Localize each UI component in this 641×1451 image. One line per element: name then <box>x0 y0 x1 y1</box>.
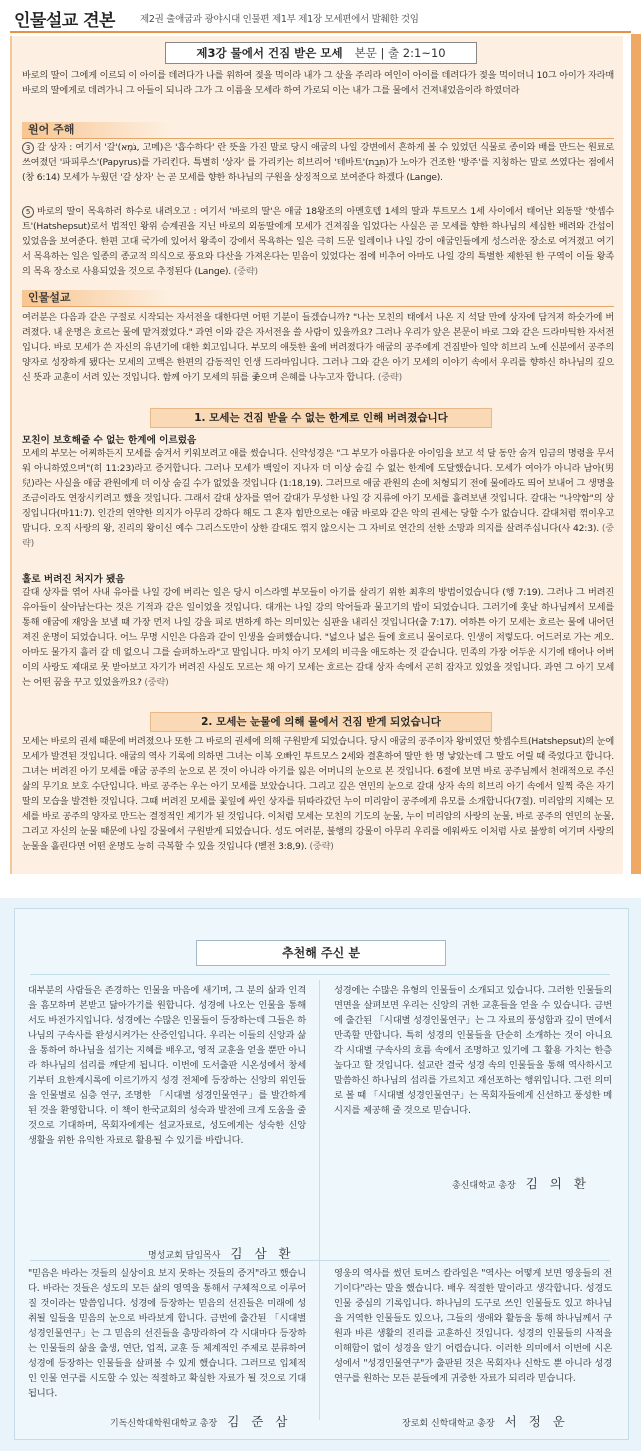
notes-section-line <box>22 138 614 139</box>
point-1-subheading-1: 모친이 보호해줄 수 없는 한계에 이르렀음 <box>22 435 197 446</box>
header-underline <box>10 31 631 33</box>
point-1-banner: 1. 모세는 건짐 받을 수 없는 한계로 인해 버려졌습니다 <box>150 408 492 428</box>
recommender-4-role: 장로회 신학대학교 총장 <box>402 1419 495 1429</box>
lecture-title: 제3강 물에서 건짐 받은 모세 <box>196 46 343 60</box>
more-marker: (중략) <box>377 372 402 383</box>
intro-paragraph: 바로의 딸이 그에게 이르되 이 아이를 데려다가 나를 위하여 젖을 먹이라 내가 그 삯을 주리라 여인이 아이를 데려다가 젖을 먹이더니 10그 아이가 자라매 바로의 딸에게로 데려가니 그 아들이 되니라 그가 그 이름을 모세라 하여 가로되 이는 내가 그를 물에서 건져내었음이라 하였더라 <box>22 70 614 96</box>
recommender-1-role: 명성교회 담임목사 <box>148 1251 221 1261</box>
point-1-subheading-2: 홀로 버려진 처지가 됐음 <box>22 574 125 585</box>
recommendation-1-signature <box>148 1244 295 1262</box>
more-marker: (중략) <box>309 841 334 852</box>
sermon-section-label: 인물설교 <box>22 290 172 306</box>
recommendation-2-signature <box>452 1174 590 1192</box>
recommender-2-name: 김 의 환 <box>525 1176 590 1191</box>
point-1-text-2-body: 갈대 상자를 엮어 사내 유아를 나일 강에 버리는 일은 당시 이스라엘 부모들이 아기를 살리기 위한 최후의 방법이었습니다 (행 7:19). 그러나 그 버려진 유아들이 살아남는다는 것은 기적과 같은 일이었을 것입니다. 대개는 나일 강의 악어들과 물고기의 밥이 되었습니다. 그러기에 훗날 하나님께서 모세를 통해 애굽에 재앙을 보낼 때 가장 먼저 나일 강을 피로 변하게 하는 의미있는 심판을 내리신 것입니다(출 7:17). 여하튼 아기 모세는 흐르는 물에 내어던져진 운명이 되었습니다. 어느 무명 시인은 다음과 같이 인생을 슬퍼했습니다. "넓으나 넓은 들에 흐르니 물이로다. 인생이 저렇도다. 어드러로 가는 게오. 아마도 물가지 흘러 갈 데 없으니 그를 슬퍼하노라"고 말입니다. 마치 아기 모세의 비극을 애도하는 것 같습니다. 민족의 가장 어두운 시기에 태어나 어버이의 사랑도 제대로 못 받아보고 자기가 버려진 사실도 모르는 채 아기 모세는 흐르는 갈대 상자 속에서 곤히 잠자고 있었을 것입니다. 과연 그 아기 모세는 어떤 꿈을 꾸고 있었을까요? <box>22 587 614 688</box>
recommendation-4: 영웅의 역사를 썼던 토머스 칼라일은 "역사는 어떻게 보면 영웅들의 전기이다"라는 말을 했습니다. 배우 적절한 말이라고 생각합니다. 성경도 인물 중심의 기록입니다. 하나님의 도구로 쓰인 인물들도 있고 하나님을 거역한 인물들도 있으나, 그들의 생애와 활동을 통해 하나님께서 구원과 바른 생활의 진리를 교훈하신 것입니다. 성경의 인물들의 사적을 이해함이 없이 성경을 알기 어렵습니다. 이러한 의미에서 이번에 시온성에서 "성경인물연구"가 출판된 것은 목회자나 신학도 뿐 아니라 성경연구를 원하는 모든 분들에게 귀중한 자료가 되리라 믿습니다. <box>334 1268 612 1384</box>
note-1-number: 3 <box>22 142 34 154</box>
more-marker: (중략) <box>144 677 169 688</box>
note-1 <box>22 140 614 185</box>
sermon-intro-text: 여러분은 다음과 같은 구절로 시작되는 자서전을 대한다면 어떤 기분이 들겠습니까? "나는 모친의 태에서 나온 지 석달 만에 상자에 담겨져 하숫가에 버려졌다. 내 운명은 흐르는 물에 맡겨졌었다." 과연 이와 같은 자서전을 쓸 사람이 있을까요? 그러나 우리가 앞은 본문이 바로 그와 같은 드라마틱한 자서전입니다. 바로 모세가 쓴 자신의 유년기에 대한 회고입니다. 부모의 애틋한 울에 버려졌다가 애굽의 공주에게 건짐받아 일약 히브리 노예 신분에서 공주의 양자로 성장하게 됐다는 모세의 고백은 한편의 감동적인 인생 드라마입니다. 그러나 그와 같은 아기 모세의 이야기 속에서 우리를 향하신 하나님의 깊으신 뜻과 교훈이 서려 있는 것입니다. 함께 아기 모세의 뒤를 좇으며 은혜를 나누고자 합니다. <box>22 312 614 383</box>
note-2-text: 바로의 딸이 목욕하러 하수로 내려오고 : 여기서 '바로의 딸'은 애굽 18왕조의 아멘호텝 1세의 딸과 투트모스 1세 사이에서 태어난 외동딸 '핫셉수트'(Hatshepsut)로서 법적인 왕위 승계권을 지닌 바로의 외동딸에게 모세가 건져짐을 입었다는 사실은 곧 모세를 향한 하나님의 세심한 배려와 간섭이 있었음을 보여준다. 한편 고대 국가에 있어서 왕족이 강에서 목욕하는 일은 극히 드문 일레이나 나일 강이 애굽인들에게 성스러운 장소로 여겨졌고 여기서 목욕하는 일은 일종의 종교적 의식으로 풍요와 다산을 가져온다는 믿음이 있었다는 점에 비추어 아마도 나일 강의 특별한 제한된 한 구역이 이들 왕족의 목욕 장소로 사용되었을 것으로 추정된다 (Lange). <box>22 206 614 277</box>
point-2-banner: 2. 모세는 눈물에 의해 물에서 건짐 받게 되었습니다 <box>150 712 492 732</box>
header-subtitle: 제2권 출애굽과 광야시대 인물편 제1부 제1장 모세편에서 발췌한 것임 <box>140 14 419 25</box>
point-1-text-1 <box>22 446 614 551</box>
note-2-number: 5 <box>22 206 34 218</box>
recommender-1-name: 김 삼 환 <box>230 1246 295 1261</box>
recommendation-4-signature <box>402 1412 569 1430</box>
note-1-text: 갈 상자 : 여기서 '갈'(גֹּמֶא, 고메)은 '흡수하다' 란 뜻을 가진 말로 당시 애굽의 나일 강변에서 흔하게 볼 수 있었던 식물로 종이와 배를 만드는 원료로 쓰여졌던 '파피루스'(Papyrus)를 가리킨다. 특별히 '상자' 를 가리키는 히브리어 '테바트'(תֵּבַת)가 노아가 건조한 '방주'를 지칭하는 말로 쓰였다는 점에서 (창 6:14) 모세가 누웠던 '갈 상자' 는 곧 모세를 향한 하나님의 구원을 상징적으로 보여준다 하겠다 (Lange). <box>22 142 615 183</box>
lecture-title-box <box>165 42 477 64</box>
sermon-intro <box>22 310 614 385</box>
point-2-text <box>22 734 614 854</box>
recommend-column-divider <box>319 980 320 1420</box>
orange-edge-lower <box>631 574 641 874</box>
recommendation-3: "믿음은 바라는 것들의 실상이요 보지 못하는 것들의 증거"라고 했습니다. 바라는 것들은 성도의 모든 삶의 영역을 통해서 구체적으로 이루어질 것이라는 말씀입니다. 성경에 등장하는 믿음의 선진들은 미래에 성취될 일들을 믿음의 눈으로 바라보게 합니다. 금번에 출간된 「시대별 성경인물연구」는 그 믿음의 선진들을 총망라하여 각 시대마다 등장하는 인물들의 삶을 출생, 연단, 업적, 교훈 등 체계적인 주제로 분류하여 성경에 등장하는 인물들을 살펴볼 수 있게 했습니다. 그러므로 입체적인 인물 연구를 시도할 수 있는 적절하고 확실한 자료가 될 것으로 기대됩니다. <box>28 1268 306 1399</box>
point-1-text-2 <box>22 585 614 690</box>
recommender-3-role: 기독신학대학원대학교 총장 <box>110 1419 218 1429</box>
note-2 <box>22 204 614 279</box>
page-header <box>0 0 641 34</box>
recommend-divider-middle <box>30 1260 610 1261</box>
header-title: 인물설교 견본 <box>14 11 115 31</box>
point-2-text-body: 모세는 바로의 권세 때문에 버려졌으나 또한 그 바로의 권세에 의해 구원받게 되었습니다. 당시 애굽의 공주이자 왕비였던 핫셉수트(Hatshepsut)의 눈에 모세가 발견된 것입니다. 애굽의 역사 기록에 의하면 그녀는 이복 오빠인 투트모스 2세와 결혼하여 딸만 한 명 낳았는데 그 딸도 어릴 때 죽었다고 합니다. 그녀는 버려진 아기 모세를 애굽 공주의 눈으로 본 것이 아니라 아기를 잃은 어머니의 눈으로 본 것입니다. 6절에 보면 바로 공주님께서 천래적으로 주신 삶의 무기요 보호 수단입니다. 바로 공주는 우는 아기 모세를 보았습니다. 그리고 깊은 연민의 눈으로 갈대 상자 속의 히브리 아기 속에서 일찍 죽은 자기 딸의 모습을 발견한 것입니다. 그때 버려진 모세를 꽃잎에 싸인 상자를 뒤따라갔던 누이 미리암이 공주에게 유모를 소개합니다(7절). 미리암의 지혜는 모세를 바로 공주의 양자로 만드는 결정적인 계기가 된 것입니다. 이처럼 모세는 모친의 기도의 눈물, 누이 미리암의 사랑의 눈물, 바로 공주의 연민의 눈물, 그리고 자신의 눈물 때문에 나일 강물에서 구원받게 되었습니다. 성도 여러분, 불행의 강물이 아무리 우리를 에워싸도 이처럼 사로 불쌍히 여기며 사랑의 눈물을 흘린다면 어떤 운명도 능히 극복할 수 있을 것입니다 (벧전 3:8,9). <box>22 736 614 852</box>
recommendation-1: 대부분의 사람들은 존경하는 인물을 마음에 새기며, 그 분의 삶과 인격을 흠모하며 본받고 닮아가기를 원합니다. 성경에 나오는 인물을 통해서도 바전가지입니다. 성경에는 수많은 인물들이 등장하는데 그들은 하나님의 구속사를 완성시켜가는 산증인입니다. 우리는 이들의 신앙과 삶을 통하여 하나님을 섬기는 지혜를 배우고, 영적 교훈을 얻을 뿐만 아니라 하나님의 섭리를 깨닫게 됩니다. 이번에 도서출판 시온성에서 창세기부터 요한계시록에 이르기까지 성경 전체에 등장하는 신앙의 위인들을 인물별로 심층 연구, 조명한 「시대별 성경인물연구」를 발간하게 된 것을 환영합니다. 이 책이 한국교회의 성숙과 발전에 크게 도움을 줄 것으로 기대하며, 목회자에게는 설교자료로, 성도에게는 성숙한 신앙 생활을 위한 유익한 자료로 활용될 수 있기를 바랍니다. <box>28 985 306 1146</box>
more-marker: (중략) <box>22 523 614 549</box>
recommendation-3-signature <box>110 1412 291 1430</box>
orange-edge <box>631 34 641 574</box>
point-1-text-1-body: 모세의 부모는 어찌하든지 모세를 숨겨서 키워보려고 애를 썼습니다. 신약성경은 "그 부모가 아름다운 아이임을 보고 석 달 동안 숨겨 임금의 명령을 무서워 아니하였으며"(히 11:23)라고 증거합니다. 그러나 모세가 백일이 지나자 더 이상 숨길 수 없는 한계에 도달했습니다. 모세가 여아가 아니라 남아(男兒)라는 사실을 애굽 관원에게 더 이상 숨길 수가 없었을 것입니다 (1:18,19). 그러므로 애굽 관원의 손에 처형되기 전에 물에라도 띄어 보내어 그 생명을 조금이라도 연장시키려고 했을 것입니다. 그래서 갈대 상자를 엮어 갈대가 무성한 나일 강 지류에 아기 모세를 흘려보낸 것입니다. 갈대는 "나약함"의 상징입니다(마11:7). 인간의 연약한 의지가 아무리 강하다 해도 그 혼자 힘만으로는 애굽 바로와 같은 악의 권세는 당할 수가 없습니다. 갈대처럼 꺾이우고 맙니다. 오직 사랑의 왕, 진리의 왕이신 예수 그리스도만이 상한 갈대도 꺾지 않으시는 그 자비로 연간의 선한 소망과 의지를 살려주십니다(사 42:3). <box>22 448 614 534</box>
recommender-4-name: 서 정 운 <box>504 1414 569 1429</box>
more-marker: (중략) <box>233 266 258 277</box>
recommend-divider-top <box>30 974 610 975</box>
recommender-2-role: 총신대학교 총장 <box>452 1181 516 1191</box>
recommender-3-name: 김 준 삼 <box>227 1414 292 1429</box>
recommend-title: 추천해 주신 분 <box>196 940 446 966</box>
lecture-reference: 본문 | 출 2:1~10 <box>354 46 446 60</box>
sermon-section-line <box>22 306 614 307</box>
notes-section-label: 원어 주해 <box>22 122 172 138</box>
recommendation-2: 성경에는 수많은 유형의 인물들이 소개되고 있습니다. 그러한 인물들의 면면을 살펴보면 우리는 신앙의 귀한 교훈들을 얻을 수 있습니다. 금번에 출간된 「시대별 성경인물연구」는 그 자료의 풍성함과 깊이 면에서 만족할 만합니다. 특히 성경의 인물들을 단순히 소개하는 것이 아니요 각 시대별 구속사의 흐름 속에서 조명하고 있기에 그 활용 가치는 한층 높다고 할 것입니다. 설교란 결국 성경 속의 인물들을 통해 역사하시고 말씀하신 하나님의 섭리를 가르치고 재선포하는 행위입니다. 그런 의미로 볼 때 「시대별 성경인물연구」는 목회자들에게 신선하고 풍성한 메시지를 제공해 줄 것으로 믿습니다. <box>334 985 612 1116</box>
